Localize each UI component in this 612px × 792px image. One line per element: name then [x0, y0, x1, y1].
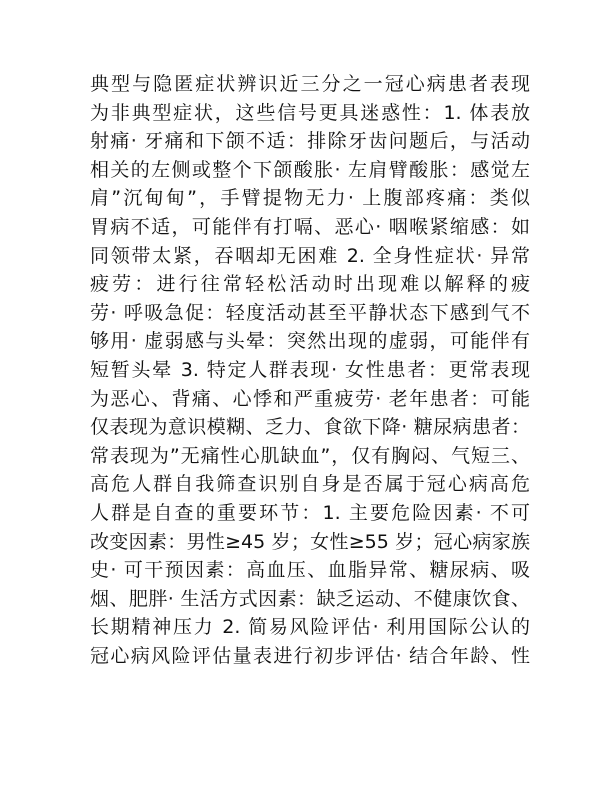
text-line: 史· 可干预因素：高血压、血脂异常、糖尿病、吸: [90, 559, 530, 582]
text-line: 长期精神压力 2. 简易风险评估· 利用国际公认的: [90, 616, 530, 639]
body-text: [90, 70, 530, 670]
text-line: 人群是自查的重要环节：1. 主要危险因素· 不可: [90, 501, 530, 524]
text-line: 同领带太紧，吞咽却无困难 2. 全身性症状· 异常: [90, 244, 530, 267]
text-line: 仅表现为意识模糊、乏力、食欲下降· 糖尿病患者：: [90, 416, 530, 439]
text-line: 射痛· 牙痛和下颌不适：排除牙齿问题后，与活动: [90, 130, 530, 153]
text-line: 胃病不适，可能伴有打嗝、恶心· 咽喉紧缩感：如: [90, 215, 530, 238]
text-line: 典型与隐匿症状辨识近三分之一冠心病患者表现: [90, 73, 530, 95]
text-line: 够用· 虚弱感与头晕：突然出现的虚弱，可能伴有: [90, 330, 530, 353]
text-line: 高危人群自我筛查识别自身是否属于冠心病高危: [90, 473, 530, 496]
text-line: 劳· 呼吸急促：轻度活动甚至平静状态下感到气不: [90, 301, 530, 324]
text-line: 冠心病风险评估量表进行初步评估· 结合年龄、性: [90, 644, 530, 667]
text-line: 为恶心、背痛、心悸和严重疲劳· 老年患者：可能: [90, 387, 530, 410]
text-line: 疲劳：进行往常轻松活动时出现难以解释的疲: [90, 273, 530, 296]
text-line: 烟、肥胖· 生活方式因素：缺乏运动、不健康饮食、: [90, 587, 530, 610]
text-line: 为非典型症状，这些信号更具迷惑性：1. 体表放: [90, 101, 530, 124]
text-line: 短暂头晕 3. 特定人群表现· 女性患者：更常表现: [90, 358, 530, 381]
text-line: 改变因素：男性≥45 岁；女性≥55 岁；冠心病家族: [90, 530, 530, 553]
text-line: 常表现为”无痛性心肌缺血”，仅有胸闷、气短三、: [90, 444, 530, 467]
text-line: 相关的左侧或整个下颌酸胀· 左肩臂酸胀：感觉左: [90, 158, 530, 181]
text-line: 肩”沉甸甸”，手臂提物无力· 上腹部疼痛：类似: [90, 187, 530, 210]
